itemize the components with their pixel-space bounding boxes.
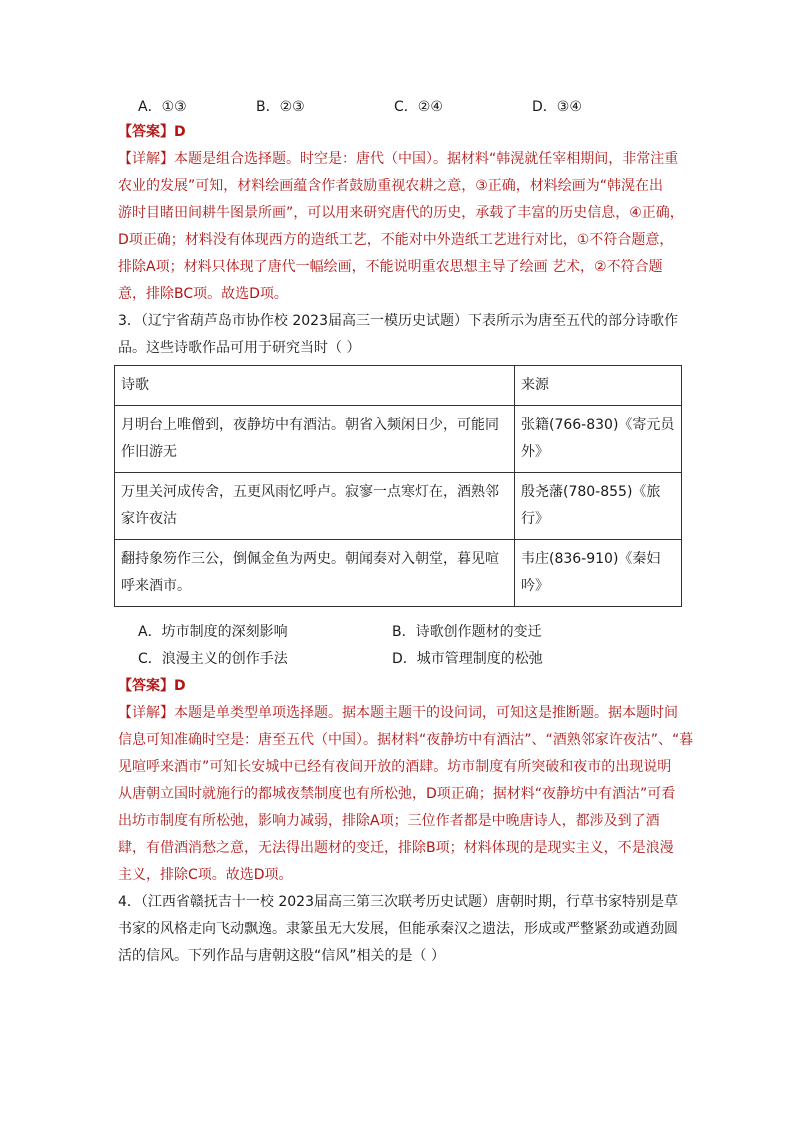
q2-option-c: C．②④	[394, 98, 443, 115]
table-header-poem: 诗歌	[115, 366, 515, 406]
q4-stem-line: 活的信风。下列作品与唐朝这股“信风”相关的是（ ）	[118, 948, 445, 964]
table-header-row	[115, 366, 682, 406]
q2-options	[118, 92, 684, 119]
q2-option-a: A．①③	[138, 98, 187, 115]
q3-option-d: D．城市管理制度的松弛	[392, 651, 543, 667]
table-header-source: 来源	[515, 366, 682, 406]
table-row	[115, 406, 682, 473]
q3-stem-line: 3．（辽宁省葫芦岛市协作校 2023届高三一模历史试题）下表所示为唐至五代的部分诗歌作	[118, 313, 678, 329]
q3-options-row1	[118, 619, 684, 646]
q2-explanation	[118, 146, 684, 308]
q3-option-a: A．坊市制度的深刻影响	[138, 624, 288, 640]
q2-answer	[118, 119, 684, 146]
table-row	[115, 473, 682, 540]
q3-stem-line: 品。这些诗歌作品可用于研究当时（ ）	[118, 340, 361, 356]
q3-answer-value: D	[174, 678, 186, 694]
q2-explain-line: D项正确；材料没有体现西方的造纸工艺，不能对中外造纸工艺进行对比，①不符合题意，	[118, 232, 674, 248]
q3-answer-tag: 【答案】	[118, 678, 174, 694]
table-cell-poem: 月明台上唯僧到，夜静坊中有酒沽。朝省入频闲日少，可能同作旧游无	[115, 406, 515, 473]
q2-option-b: B．②③	[256, 98, 305, 115]
q3-option-b: B．诗歌创作题材的变迁	[392, 624, 542, 640]
table-cell-poem: 万里关河成传舍，五更风雨忆呼卢。寂寥一点寒灯在，酒熟邻家许夜沽	[115, 473, 515, 540]
q3-explain-line: 从唐朝立国时就施行的都城夜禁制度也有所松弛，D项正确；据材料“夜静坊中有酒沽”可看	[118, 786, 676, 802]
q3-poem-table	[114, 365, 682, 607]
table-cell-source: 殷尧藩(780-855)《旅行》	[515, 473, 682, 540]
q3-stem	[118, 308, 684, 362]
q3-explain-line: 肆，有借酒消愁之意，无法得出题材的变迁，排除B项；材料体现的是现实主义，不是浪漫	[118, 840, 674, 856]
q2-answer-tag: 【答案】	[118, 124, 174, 140]
q2-explain-line: 意，排除BC项。故选D项。	[118, 286, 288, 302]
q2-answer-value: D	[174, 124, 186, 140]
table-cell-poem: 翻持象笏作三公，倒佩金鱼为两史。朝闻奏对入朝堂，暮见喧呼来酒市。	[115, 540, 515, 607]
q4-stem	[118, 889, 684, 970]
document-page	[118, 92, 694, 970]
q3-explain-line: 出坊市制度有所松弛，影响力减弱，排除A项；三位作者都是中晚唐诗人，都涉及到了酒	[118, 813, 660, 829]
q2-explain-line: 排除A项；材料只体现了唐代一幅绘画，不能说明重农思想主导了绘画 艺术，②不符合题	[118, 259, 663, 275]
q3-option-c: C．浪漫主义的创作手法	[138, 651, 288, 667]
q3-options-row2	[118, 646, 684, 673]
q4-stem-line: 书家的风格走向飞动飘逸。隶篆虽无大发展，但能承秦汉之遗法，形成或严整紧劲或遒劲圆	[118, 921, 678, 937]
q3-explain-line: 【详解】本题是单类型单项选择题。据本题主题干的设问词，可知这是推断题。据本题时间	[118, 705, 678, 721]
q3-explain-line: 信息可知准确时空是：唐至五代（中国）。据材料“夜静坊中有酒沽”、“酒熟邻家许夜沽”、“暮	[118, 732, 694, 748]
q2-option-d: D．③④	[532, 98, 582, 115]
q2-explain-line: 农业的发展”可知，材料绘画蕴含作者鼓励重视农耕之意，③正确，材料绘画为“韩滉在出	[118, 178, 664, 194]
table-cell-source: 韦庄(836-910)《秦妇吟》	[515, 540, 682, 607]
q2-explain-line: 游时目睹田间耕牛图景所画”，可以用来研究唐代的历史，承载了丰富的历史信息，④正确，	[118, 205, 684, 221]
q3-explain-line: 见喧呼来酒市”可知长安城中已经有夜间开放的酒肆。坊市制度有所突破和夜市的出现说明	[118, 759, 672, 775]
q4-stem-line: 4．（江西省赣抚吉十一校 2023届高三第三次联考历史试题）唐朝时期，行草书家特别是草	[118, 894, 678, 910]
q2-explain-line: 【详解】本题是组合选择题。时空是：唐代（中国）。据材料“韩滉就任宰相期间，非常注重	[118, 151, 679, 167]
q3-explain-line: 主义，排除C项。故选D项。	[118, 867, 293, 883]
table-cell-source: 张籍(766-830)《寄元员外》	[515, 406, 682, 473]
table-row	[115, 540, 682, 607]
q3-answer	[118, 673, 684, 700]
q3-explanation	[118, 700, 694, 889]
